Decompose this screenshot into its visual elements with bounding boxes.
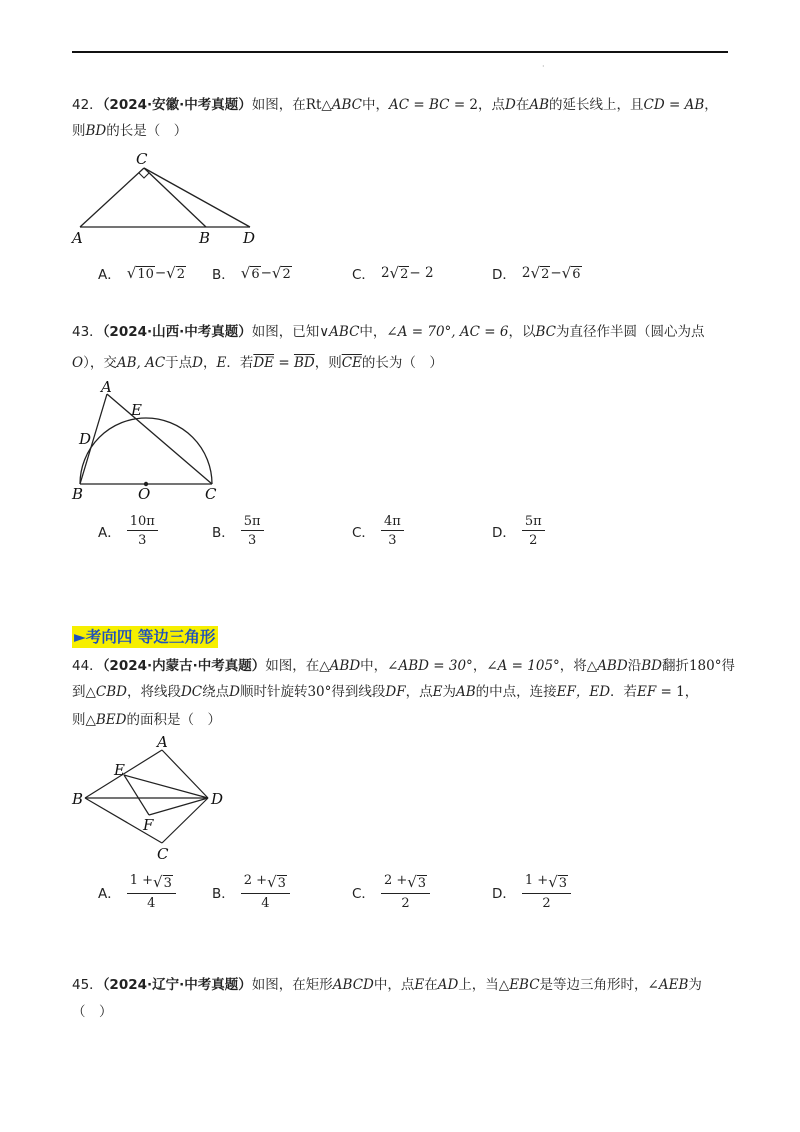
q42-source: （2024·安徽·中考真题） [102,97,252,113]
section-heading [72,626,218,648]
q42-number: 42． [72,97,103,113]
q43-label-b: B [72,485,84,503]
header-rule [72,51,728,53]
q43-option-b[interactable]: B． $\frac{5\pi}{3}$ [212,514,264,548]
q42-right-angle-mark [139,173,149,178]
q43-option-d[interactable]: D． $\frac{5\pi}{2}$ [492,514,545,548]
q44-label-d: D [211,790,224,808]
q42-line-1: 42．（2024·安徽·中考真题）如图，在Rt△ABC中，AC = BC = 2，点D在AB的延长线上，且CD = AB， [72,97,718,113]
q44-line-1: 44．（2024·内蒙古·中考真题）如图，在△ABD中，∠ABD = 30°，∠A = 105°，将△ABD沿BD翻折180°得 [72,658,735,674]
q44-label-a: A [157,735,168,751]
q44-label-f: F [143,816,154,834]
q42-label-b: B [199,229,211,247]
q42-label-c: C [136,150,148,168]
q43-label-c: C [205,485,217,503]
q42-segment-ac [80,168,144,227]
q45-source: （2024·辽宁·中考真题） [102,977,252,993]
q44-segment-ad [162,750,208,798]
q43-option-c[interactable]: C． $\frac{4\pi}{3}$ [352,514,404,548]
q44-figure [60,735,240,865]
q44-option-c[interactable]: C． 2 + √ 3 2 [352,873,430,911]
q42-label-a: A [72,229,83,247]
page-dot: · [542,62,545,71]
q45-line-1: 45．（2024·辽宁·中考真题）如图，在矩形ABCD中，点E在AD上，当△EBC是等边三角形时，∠AEB为 [72,977,702,993]
q43-label-e: E [131,401,142,419]
q43-number: 43． [72,324,103,340]
q44-option-a[interactable]: A． 1 + √ 3 4 [98,873,176,911]
section-marker-icon: ► [74,628,86,646]
q42-option-a[interactable]: A． √ 10 − √ 2 [98,263,186,283]
q45-number: 45． [72,977,103,993]
q43-source: （2024·山西·中考真题） [102,324,252,340]
q43-option-a[interactable]: A． $\frac{10\pi}{3}$ [98,514,158,548]
q44-label-e: E [114,761,125,779]
q43-label-o: O [138,485,151,503]
q43-segment-ac [107,394,212,484]
q44-line-3: 则△BED的面积是（ ） [72,712,221,728]
q43-figure [60,378,230,503]
q44-line-2: 到△CBD，将线段DC绕点D顺时针旋转30°得到线段DF，点E为AB的中点，连接EF，ED．若EF = 1， [72,684,699,700]
q43-label-d: D [79,430,92,448]
q44-source: （2024·内蒙古·中考真题） [102,658,266,674]
q42-line-2: 则BD的长是（ ） [72,123,188,139]
q45-line-2: （ ） [72,1004,113,1020]
q42-label-d: D [243,229,256,247]
q43-label-a: A [101,378,112,396]
q43-line-1: 43．（2024·山西·中考真题）如图，已知∨ABC中，∠A = 70°, AC = 6，以BC为直径作半圆（圆心为点 [72,324,705,340]
q43-line-2: O），交AB, AC于点D，E．若$\overline{DE} = \overline{BD}$，则$\overline{CE}$的长为（ ） [72,355,443,371]
q44-number: 44． [72,658,103,674]
q42-option-d[interactable]: D． 2 √ 2 − √ 6 [492,263,581,283]
q44-label-c: C [157,845,169,863]
q44-option-b[interactable]: B． 2 + √ 3 4 [212,873,290,911]
q44-label-b: B [72,790,84,808]
q42-option-b[interactable]: B． √ 6 − √ 2 [212,263,291,283]
q44-option-d[interactable]: D． 1 + √ 3 2 [492,873,571,911]
q42-figure [60,145,280,250]
q42-option-c[interactable]: C． 2 √ 2 − 2 [352,263,434,283]
section-title: 考向四 等边三角形 [85,628,216,646]
